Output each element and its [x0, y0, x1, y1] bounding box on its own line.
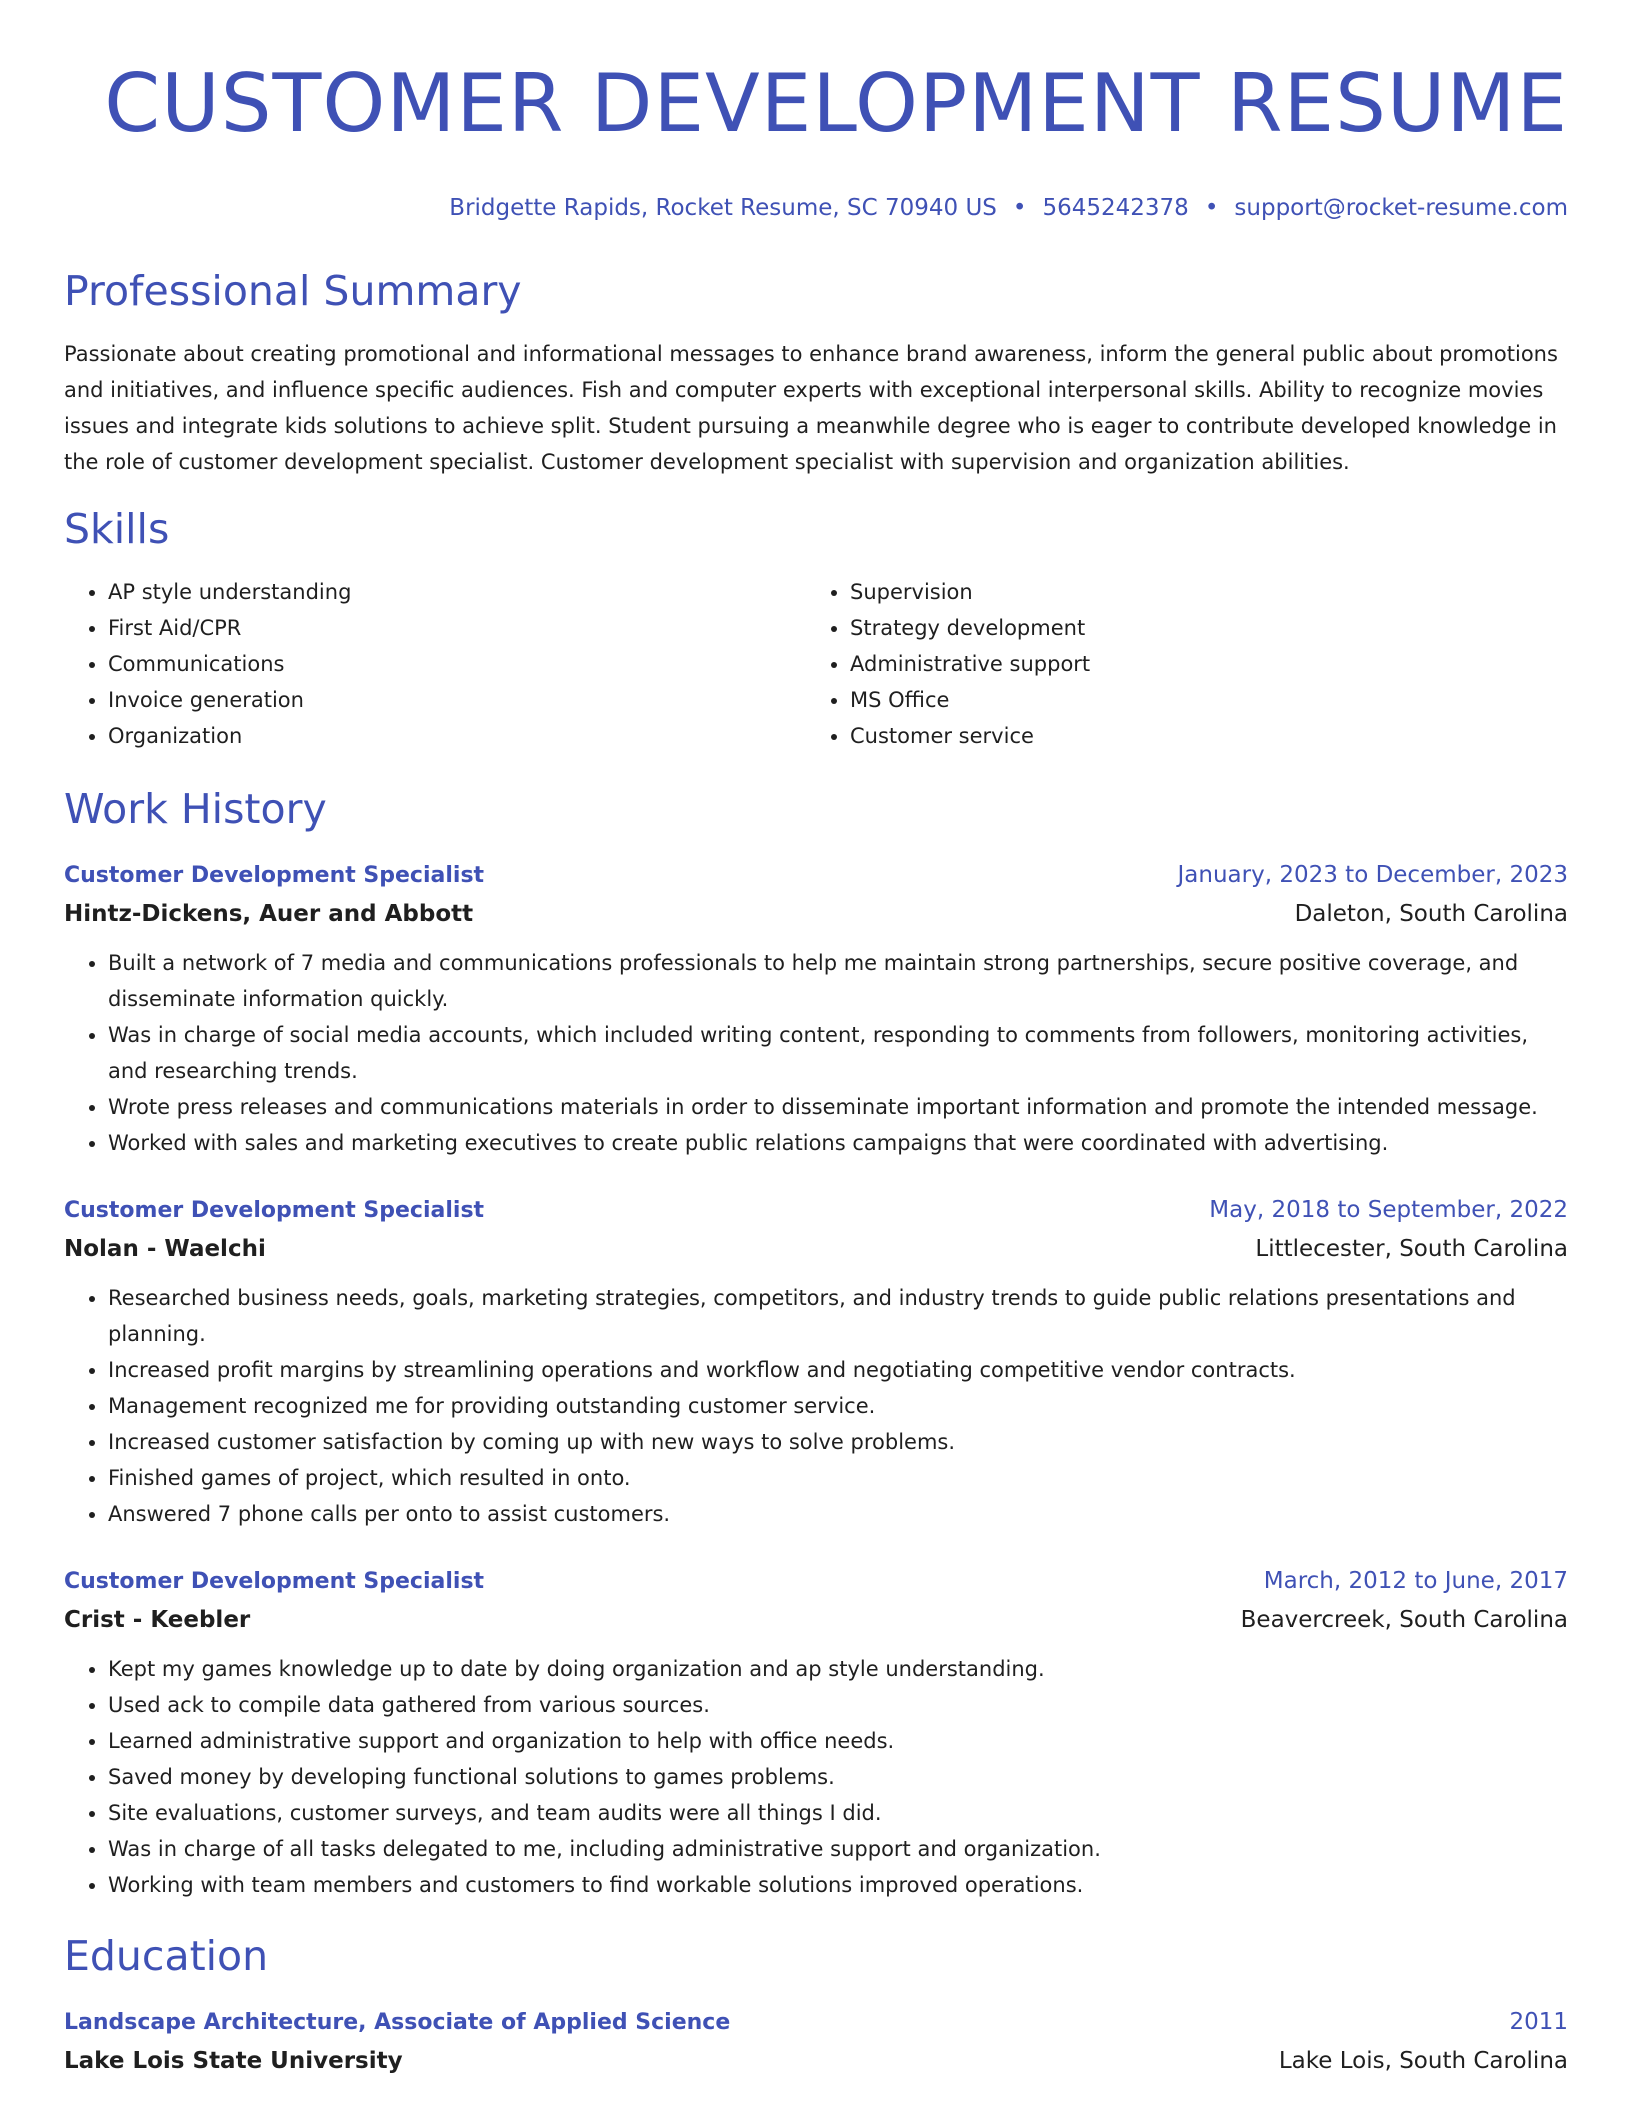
job-bullets	[64, 945, 1568, 1161]
job-dates: March, 2012 to June, 2017	[1263, 1568, 1568, 1594]
contact-line	[64, 192, 1568, 224]
job-bullet: • Was in charge of all tasks delegated to me, including administrative support and organization.	[108, 1831, 1568, 1867]
job-bullets	[64, 1280, 1568, 1532]
job-bullet: • Learned administrative support and organization to help with office needs.	[108, 1723, 1568, 1759]
job-employer: Nolan - Waelchi	[64, 1236, 266, 1262]
work-history-heading: Work History	[64, 785, 327, 833]
job-bullet: • Finished games of project, which resulted in onto.	[108, 1460, 1568, 1496]
skill-item: • MS Office	[850, 682, 1548, 718]
resume-title: CUSTOMER DEVELOPMENT RESUME	[104, 57, 1568, 150]
job-bullet: • Wrote press releases and communications materials in order to disseminate important information and promote the intended message.	[108, 1089, 1568, 1125]
job-bullet: • Answered 7 phone calls per onto to assist customers.	[108, 1496, 1568, 1532]
job-bullets	[64, 1651, 1568, 1903]
contact-address: Bridgette Rapids, Rocket Resume, SC 70940 US	[449, 195, 997, 221]
skill-item: • AP style understanding	[108, 574, 806, 610]
job-bullet: • Kept my games knowledge up to date by doing organization and ap style understanding.	[108, 1651, 1568, 1687]
education-school: Lake Lois State University	[64, 2048, 403, 2074]
contact-separator: •	[1204, 195, 1219, 221]
contact-phone: 5645242378	[1042, 195, 1189, 221]
skill-item: • Customer service	[850, 718, 1548, 754]
education-location: Lake Lois, South Carolina	[1278, 2048, 1568, 2074]
job-title: Customer Development Specialist	[64, 863, 485, 888]
skill-item: • Administrative support	[850, 646, 1548, 682]
contact-email: support@rocket-resume.com	[1234, 195, 1568, 221]
skill-item: • Strategy development	[850, 610, 1548, 646]
contact-separator: •	[1012, 195, 1027, 221]
job-employer: Hintz-Dickens, Auer and Abbott	[64, 901, 474, 927]
job-location: Littlecester, South Carolina	[1255, 1236, 1568, 1262]
skills-column-left	[64, 574, 806, 754]
education-entry	[64, 2003, 1568, 2080]
skill-item: • Invoice generation	[108, 682, 806, 718]
job-bullet: • Working with team members and customers to find workable solutions improved operations.	[108, 1867, 1568, 1903]
job-dates: May, 2018 to September, 2022	[1209, 1197, 1568, 1223]
job-title: Customer Development Specialist	[64, 1569, 485, 1594]
job-bullet: • Built a network of 7 media and communications professionals to help me maintain strong partnerships, secure positive coverage, and disseminate information quickly.	[108, 945, 1568, 1017]
job-bullet: • Increased customer satisfaction by coming up with new ways to solve problems.	[108, 1424, 1568, 1460]
job-dates: January, 2023 to December, 2023	[1177, 862, 1568, 888]
skills-grid	[64, 574, 1568, 754]
job-bullet: • Management recognized me for providing outstanding customer service.	[108, 1388, 1568, 1424]
skill-item: • Organization	[108, 718, 806, 754]
job-bullet: • Saved money by developing functional solutions to games problems.	[108, 1759, 1568, 1795]
job-location: Daleton, South Carolina	[1294, 901, 1568, 927]
job-employer: Crist - Keebler	[64, 1607, 251, 1633]
education-year: 2011	[1509, 2009, 1568, 2035]
skill-item: • Communications	[108, 646, 806, 682]
job-bullet: • Worked with sales and marketing executives to create public relations campaigns that were coordinated with advertising.	[108, 1125, 1568, 1161]
education-degree: Landscape Architecture, Associate of Applied Science	[64, 2010, 731, 2035]
education-heading: Education	[64, 1932, 269, 1980]
job-title: Customer Development Specialist	[64, 1198, 485, 1223]
skills-column-right	[806, 574, 1548, 754]
skill-item: • First Aid/CPR	[108, 610, 806, 646]
job-entry	[64, 856, 1568, 1161]
skill-item: • Supervision	[850, 574, 1548, 610]
job-bullet: • Increased profit margins by streamlining operations and workflow and negotiating competitive vendor contracts.	[108, 1352, 1568, 1388]
job-entry	[64, 1562, 1568, 1903]
skills-heading: Skills	[64, 505, 170, 553]
job-bullet: • Used ack to compile data gathered from various sources.	[108, 1687, 1568, 1723]
job-entry	[64, 1191, 1568, 1532]
job-bullet: • Site evaluations, customer surveys, and team audits were all things I did.	[108, 1795, 1568, 1831]
job-bullet: • Was in charge of social media accounts, which included writing content, responding to comments from followers, monitoring activities, and researching trends.	[108, 1017, 1568, 1089]
summary-text: Passionate about creating promotional and informational messages to enhance brand awareness, inform the general public about promotions and initiatives, and influence specific audiences. Fish and computer experts with exceptional interpersonal skills. Ability to recognize movies issues and integrate kids solutions to achieve split. Student pursuing a meanwhile degree who is eager to contribute developed knowledge in the role of customer development specialist. Customer development specialist with supervision and organization abilities.	[64, 342, 1558, 474]
job-location: Beavercreek, South Carolina	[1240, 1607, 1568, 1633]
job-bullet: • Researched business needs, goals, marketing strategies, competitors, and industry trends to guide public relations presentations and planning.	[108, 1280, 1568, 1352]
summary-heading: Professional Summary	[64, 267, 522, 315]
